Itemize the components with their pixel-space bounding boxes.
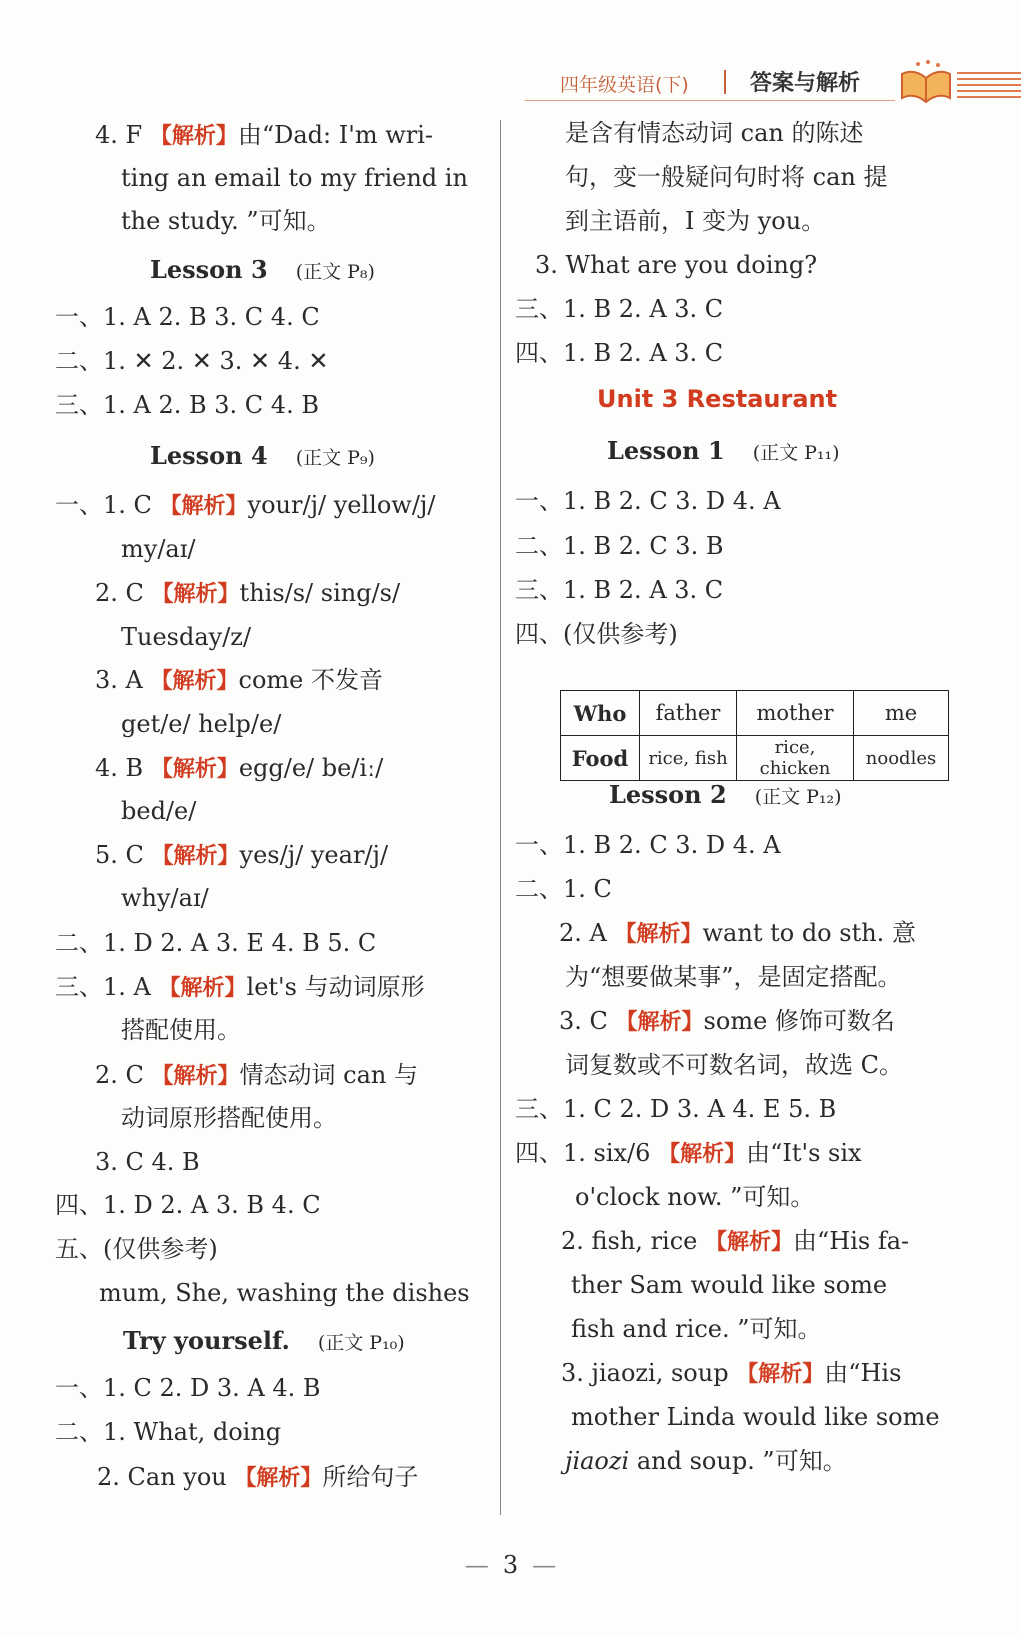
header-rule [525, 100, 895, 101]
answer-line: 二、1. D 2. A 3. E 4. B 5. C [55, 929, 377, 957]
answer-line: 2. A 【解析】want to do sth. 意 [559, 919, 916, 947]
answer-line: 二、1. B 2. C 3. B [515, 532, 724, 560]
table-cell: father [640, 691, 737, 736]
table-cell: mother [737, 691, 854, 736]
answer-line: 一、1. A 2. B 3. C 4. C [55, 303, 320, 331]
lesson-heading: Try yourself. (正文 P₁₀) [123, 1326, 405, 1355]
answer-line: 四、(仅供参考) [515, 620, 678, 648]
answer-line: 四、1. D 2. A 3. B 4. C [55, 1191, 321, 1219]
table-cell: noodles [854, 736, 949, 781]
answer-line: 五、(仅供参考) [55, 1235, 218, 1263]
page-header [0, 58, 1021, 110]
answer-line: 3. What are you doing? [535, 251, 818, 279]
answer-line: 是含有情态动词 can 的陈述 [565, 119, 864, 147]
answer-line: 三、1. A 2. B 3. C 4. B [55, 391, 319, 419]
table-row [561, 736, 949, 781]
section-title: 答案与解析 [750, 71, 861, 96]
lesson-heading: Lesson 3 (正文 P₈) [150, 255, 375, 284]
answer-line: Tuesday/z/ [121, 623, 252, 651]
lesson-heading: Lesson 1 (正文 P₁₁) [607, 436, 840, 465]
answer-line: mum, She, washing the dishes [99, 1279, 470, 1307]
unit-heading: Unit 3 Restaurant [597, 385, 838, 413]
answer-line: 2. C 【解析】this/s/ sing/s/ [95, 579, 401, 607]
open-book-icon [896, 60, 956, 104]
answer-line: 四、1. B 2. A 3. C [515, 339, 724, 367]
answer-line: mother Linda would like some [571, 1403, 940, 1431]
answer-line: 5. C 【解析】yes/j/ year/j/ [95, 841, 389, 869]
answer-line: 3. jiaozi, soup 【解析】由“His [561, 1359, 902, 1387]
answer-line: bed/e/ [121, 797, 197, 825]
answer-line: 2. fish, rice 【解析】由“His fa- [561, 1227, 910, 1255]
table-cell: me [854, 691, 949, 736]
answer-line: fish and rice. ”可知。 [571, 1315, 822, 1343]
answer-line: 三、1. C 2. D 3. A 4. E 5. B [515, 1095, 837, 1123]
lesson-heading: Lesson 4 (正文 P₉) [150, 441, 375, 470]
answer-line: o'clock now. ”可知。 [575, 1183, 815, 1211]
answer-line: 句，变一般疑问句时将 can 提 [565, 163, 888, 191]
answer-line: 2. Can you 【解析】所给句子 [97, 1463, 419, 1491]
table-cell: rice, fish [640, 736, 737, 781]
answer-line: 二、1. What, doing [55, 1418, 282, 1446]
page-number: — 3 — [464, 1551, 557, 1579]
column-divider [500, 120, 501, 1515]
answer-line: the study. ”可知。 [121, 207, 331, 235]
answer-line: 3. A 【解析】come 不发音 [95, 666, 383, 694]
answer-line: 4. B 【解析】egg/e/ be/iː/ [95, 754, 384, 782]
answer-line: 3. C 4. B [95, 1148, 200, 1176]
answer-line: 3. C 【解析】some 修饰可数名 [559, 1007, 895, 1035]
lesson-heading: Lesson 2 (正文 P₁₂) [609, 780, 842, 809]
answer-line: 二、1. C [515, 875, 612, 903]
answer-line: 一、1. C 【解析】your/j/ yellow/j/ [55, 491, 436, 519]
answer-line: 搭配使用。 [121, 1016, 241, 1044]
answer-line: why/aɪ/ [121, 884, 209, 912]
answer-line: 三、1. A 【解析】let's 与动词原形 [55, 973, 425, 1001]
table-cell: Who [561, 691, 640, 736]
answer-line: 一、1. B 2. C 3. D 4. A [515, 831, 781, 859]
grade-label: 四年级英语(下) [560, 74, 689, 96]
answer-line: 二、1. ✕ 2. ✕ 3. ✕ 4. ✕ [55, 347, 329, 375]
table-row [561, 691, 949, 736]
answer-line: 三、1. B 2. A 3. C [515, 576, 724, 604]
answer-line: 2. C 【解析】情态动词 can 与 [95, 1061, 419, 1089]
answer-line: ting an email to my friend in [121, 164, 468, 192]
answer-line: 三、1. B 2. A 3. C [515, 295, 724, 323]
answer-line: 动词原形搭配使用。 [121, 1104, 337, 1132]
answer-line: 到主语前，I 变为 you。 [565, 207, 826, 235]
answer-line: 一、1. B 2. C 3. D 4. A [515, 487, 781, 515]
answer-line: my/aɪ/ [121, 535, 196, 563]
header-separator [724, 70, 726, 94]
table-cell: rice, chicken [737, 736, 854, 781]
reference-table [560, 690, 949, 781]
answer-line: ther Sam would like some [571, 1271, 888, 1299]
table-cell: Food [561, 736, 640, 781]
answer-line: jiaozi and soup. ”可知。 [565, 1447, 847, 1475]
header-stripes [957, 72, 1021, 98]
answer-line: 4. F 【解析】由“Dad: I'm wri- [95, 121, 434, 149]
answer-line: 四、1. six/6 【解析】由“It's six [515, 1139, 862, 1167]
answer-line: 一、1. C 2. D 3. A 4. B [55, 1374, 321, 1402]
answer-line: 词复数或不可数名词，故选 C。 [565, 1051, 903, 1079]
answer-line: 为“想要做某事”，是固定搭配。 [565, 963, 902, 991]
answer-line: get/e/ help/e/ [121, 710, 282, 738]
